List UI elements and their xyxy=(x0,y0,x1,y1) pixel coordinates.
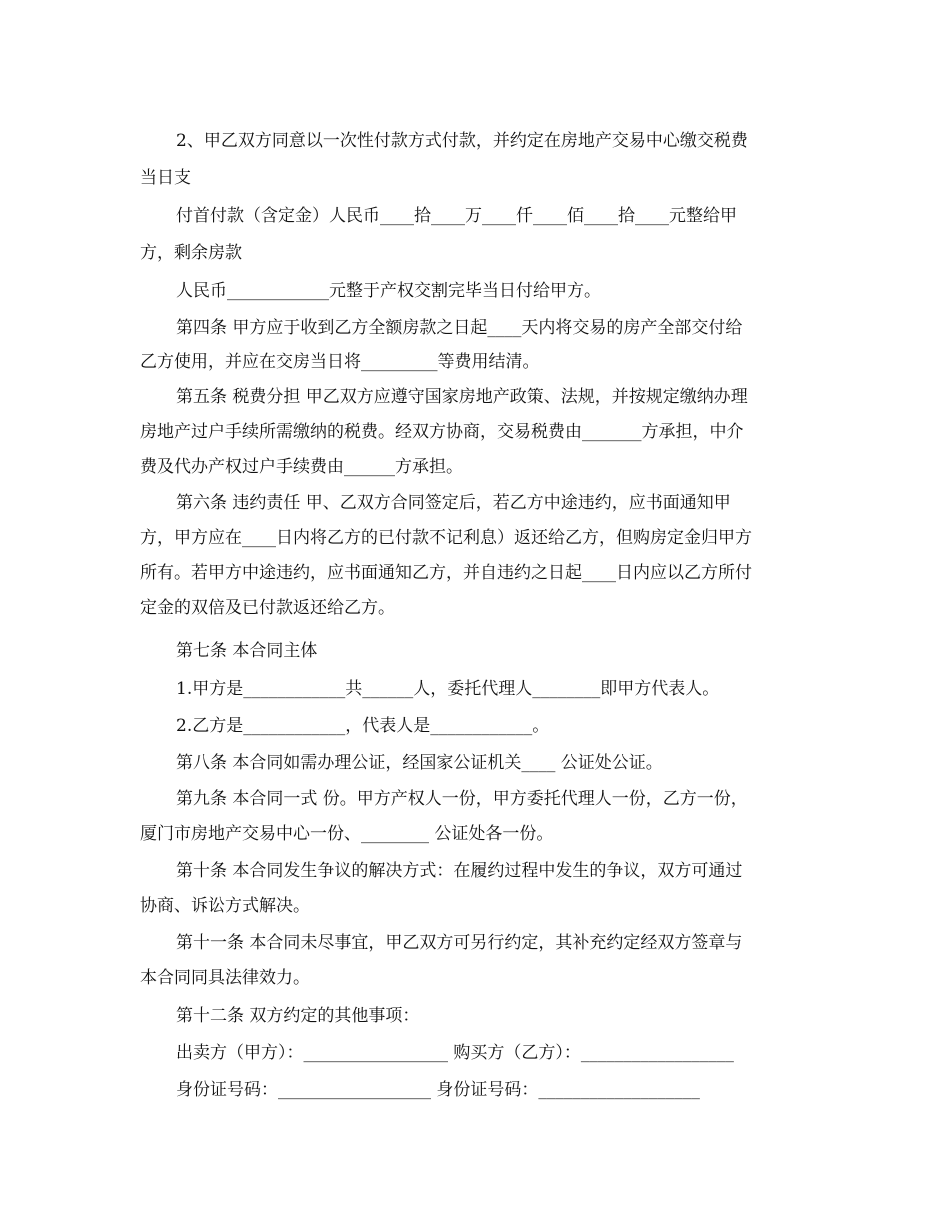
text-line: 人民币____________元整于产权交割完毕当日付给甲方。 xyxy=(176,281,601,301)
text-line: 所有。若甲方中途违约，应书面通知乙方，并自违约之日起____日内应以乙方所付 xyxy=(140,563,752,583)
text-line: 付首付款（含定金）人民币____拾____万____仟____佰____拾____元整给甲 xyxy=(176,206,737,226)
text-line: 第十条 本合同发生争议的解决方式：在履约过程中发生的争议，双方可通过 xyxy=(176,861,743,881)
text-line: 第九条 本合同一式 份。甲方产权人一份，甲方委托代理人一份，乙方一份， xyxy=(176,789,748,809)
text-line: 协商、诉讼方式解决。 xyxy=(140,896,310,916)
text-line: 方，甲方应在____日内将乙方的已付款不记利息）返还给乙方，但购房定金归甲方 xyxy=(140,528,752,548)
text-line: 房地产过户手续所需缴纳的税费。经双方协商，交易税费由_______方承担，中介 xyxy=(140,422,744,442)
text-line: 第七条 本合同主体 xyxy=(176,641,318,661)
text-line: 1.甲方是____________共______人，委托代理人________即甲方代表人。 xyxy=(176,679,720,699)
text-line: 方，剩余房款 xyxy=(140,243,242,263)
text-line: 当日支 xyxy=(140,168,191,188)
text-line: 第十二条 双方约定的其他事项： xyxy=(176,1006,420,1026)
text-line: 2、甲乙双方同意以一次性付款方式付款，并约定在房地产交易中心缴交税费 xyxy=(176,131,748,151)
signature-line-id-numbers: 身份证号码：__________________ 身份证号码：___________________ xyxy=(176,1080,700,1100)
text-line: 第六条 违约责任 甲、乙双方合同签定后，若乙方中途违约，应书面通知甲 xyxy=(176,493,731,513)
text-line: 厦门市房地产交易中心一份、________ 公证处各一份。 xyxy=(140,824,554,844)
signature-line-seller-buyer: 出卖方（甲方）：_________________ 购买方（乙方）：__________________ xyxy=(176,1043,734,1063)
text-line: 第五条 税费分担 甲乙双方应遵守国家房地产政策、法规，并按规定缴纳办理 xyxy=(176,387,748,407)
text-line: 乙方使用，并应在交房当日将_________等费用结清。 xyxy=(140,352,540,372)
text-line: 定金的双倍及已付款返还给乙方。 xyxy=(140,598,395,618)
text-line: 2.乙方是____________，代表人是____________。 xyxy=(176,716,550,736)
text-line: 本合同同具法律效力。 xyxy=(140,968,310,988)
text-line: 第十一条 本合同未尽事宜，甲乙双方可另行约定，其补充约定经双方签章与 xyxy=(176,933,743,953)
text-line: 第四条 甲方应于收到乙方全额房款之日起____天内将交易的房产全部交付给 xyxy=(176,318,743,338)
text-line: 费及代办产权过户手续费由______方承担。 xyxy=(140,457,463,477)
text-line: 第八条 本合同如需办理公证，经国家公证机关____ 公证处公证。 xyxy=(176,753,663,773)
